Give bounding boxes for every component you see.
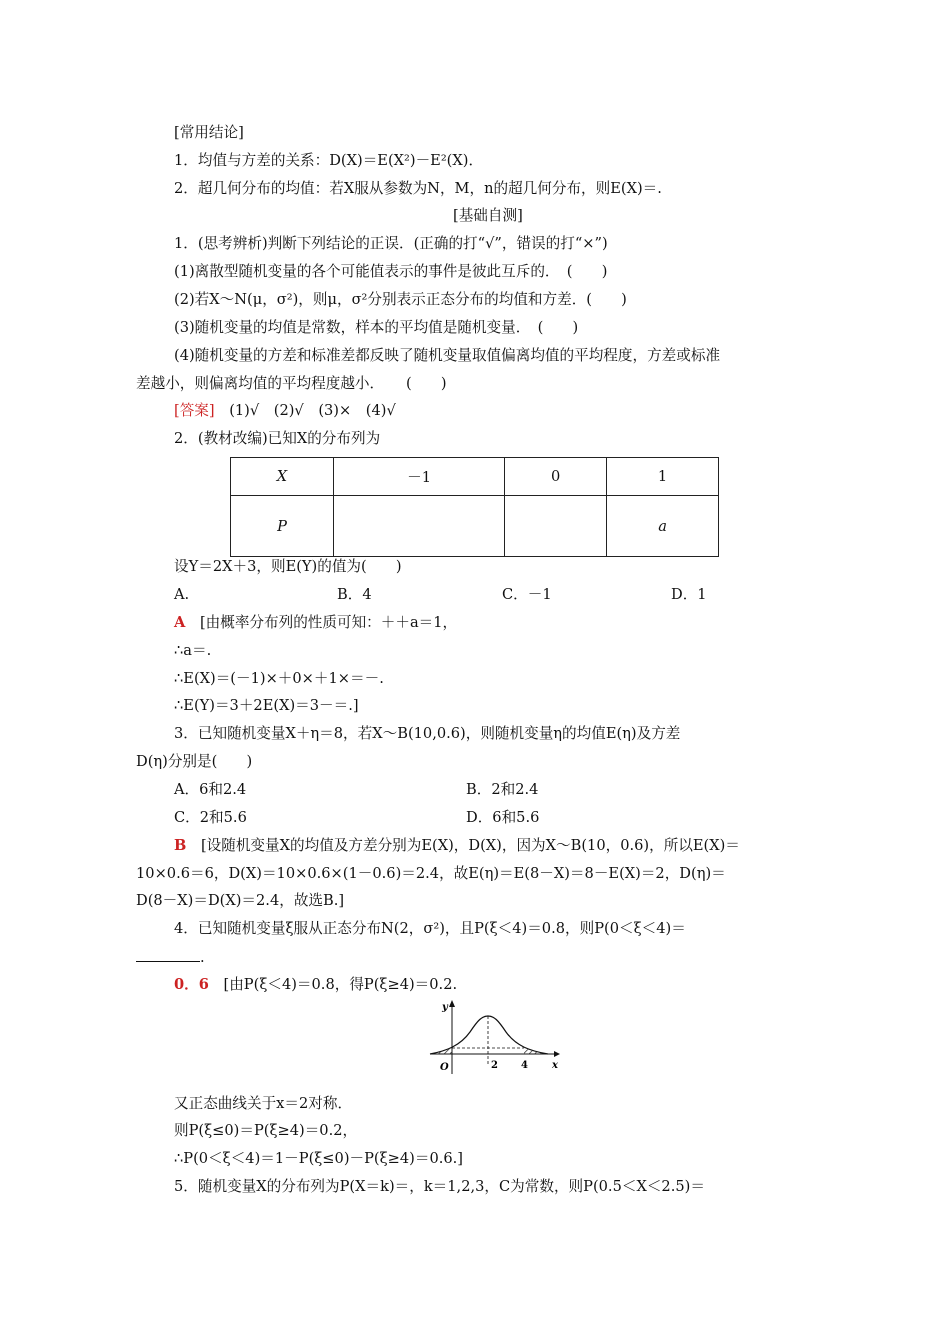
table-header-cell: X bbox=[231, 458, 334, 496]
solution-3-cont-2: D(8－X)＝D(X)＝2.4，故选B.] bbox=[136, 892, 345, 909]
table-row bbox=[231, 496, 719, 557]
answer-value: 0．6 bbox=[174, 976, 209, 993]
option-b: B．2和2.4 bbox=[466, 781, 539, 798]
table-header-cell: 1 bbox=[607, 458, 719, 496]
solution-4-step-1: 又正态曲线关于x＝2对称． bbox=[174, 1095, 353, 1112]
section-self-test: [基础自测] bbox=[453, 207, 523, 224]
question-1-item-1: (1)离散型随机变量的各个可能值表示的事件是彼此互斥的． ( ) bbox=[174, 263, 608, 280]
table-header-cell: －1 bbox=[333, 458, 504, 496]
solution-2-step-3: ∴E(Y)＝3＋2E(X)＝3－＝.] bbox=[174, 697, 359, 714]
y-label: y bbox=[442, 1002, 448, 1013]
table-cell bbox=[333, 496, 504, 557]
answer-blank bbox=[136, 947, 200, 962]
answer-1 bbox=[174, 401, 396, 421]
x-axis-arrow bbox=[554, 1051, 560, 1057]
solution-3-cont: 10×0.6＝6，D(X)＝10×0.6×(1－0.6)＝2.4，故E(η)＝E(8－X)＝8－E(X)＝2，D(η)＝ bbox=[136, 865, 726, 882]
tick-4: 4 bbox=[521, 1060, 528, 1071]
question-1: 1．(思考辨析)判断下列结论的正误．(正确的打“√”，错误的打“×”) bbox=[174, 235, 608, 252]
question-5: 5．随机变量X的分布列为P(X＝k)＝，k＝1,2,3，C为常数，则P(0.5＜X＜2.5)＝ bbox=[174, 1178, 705, 1195]
option-c: C．－1 bbox=[502, 586, 552, 603]
question-2-stem: 设Y＝2X＋3，则E(Y)的值为( ) bbox=[174, 558, 402, 575]
option-b: B．4 bbox=[337, 586, 372, 603]
option-d: D．1 bbox=[671, 586, 707, 603]
solution-2-step-2: ∴E(X)＝(－1)×＋0×＋1×＝－. bbox=[174, 670, 384, 687]
table-cell: P bbox=[231, 496, 334, 557]
answer-letter: A bbox=[174, 614, 186, 631]
solution-3-text: [设随机变量X的均值及方差分别为E(X)，D(X)，因为X～B(10，0.6)，所以E(X)＝ bbox=[200, 837, 740, 854]
question-3: 3．已知随机变量X＋η＝8，若X～B(10,0.6)，则随机变量η的均值E(η)及方差 bbox=[174, 725, 681, 742]
answer-1-text: (1)√ (2)√ (3)× (4)√ bbox=[229, 402, 396, 419]
solution-4 bbox=[174, 975, 457, 995]
option-d: D．6和5.6 bbox=[466, 809, 540, 826]
conclusion-1: 1．均值与方差的关系：D(X)＝E(X²)－E²(X)． bbox=[174, 152, 484, 169]
table-row bbox=[231, 458, 719, 496]
table-cell: a bbox=[607, 496, 719, 557]
solution-2-text: [由概率分布列的性质可知：＋＋a＝1， bbox=[199, 614, 458, 631]
option-c: C．2和5.6 bbox=[174, 809, 247, 826]
answer-letter: B bbox=[174, 837, 187, 854]
solution-2 bbox=[174, 613, 457, 633]
question-1-item-4-cont: 差越小，则偏离均值的平均程度越小． ( ) bbox=[136, 375, 447, 392]
solution-4-step-2: 则P(ξ≤0)＝P(ξ≥4)＝0.2， bbox=[174, 1122, 358, 1139]
normal-curve-figure bbox=[426, 998, 562, 1078]
solution-4-text: [由P(ξ＜4)＝0.8，得P(ξ≥4)＝0.2. bbox=[223, 976, 458, 993]
option-a: A．6和2.4 bbox=[174, 781, 247, 798]
table-header-cell: 0 bbox=[505, 458, 607, 496]
distribution-table bbox=[230, 457, 719, 557]
x-label: x bbox=[552, 1060, 558, 1071]
y-axis-arrow bbox=[449, 1000, 455, 1007]
option-a: A. bbox=[174, 586, 190, 603]
question-1-item-4: (4)随机变量的方差和标准差都反映了随机变量取值偏离均值的平均程度，方差或标准 bbox=[174, 347, 721, 364]
tick-2: 2 bbox=[491, 1060, 498, 1071]
table-cell bbox=[505, 496, 607, 557]
question-4: 4．已知随机变量ξ服从正态分布N(2，σ²)，且P(ξ＜4)＝0.8，则P(0＜ξ＜4)＝ bbox=[174, 920, 686, 937]
section-common-conclusions: [常用结论] bbox=[174, 124, 244, 141]
question-1-item-2: (2)若X～N(μ，σ²)，则μ，σ²分别表示正态分布的均值和方差．( ) bbox=[174, 291, 627, 308]
question-2: 2．(教材改编)已知X的分布列为 bbox=[174, 430, 381, 447]
question-4-blank: . bbox=[136, 947, 205, 968]
question-3-cont: D(η)分别是( ) bbox=[136, 753, 253, 770]
question-1-item-3: (3)随机变量的均值是常数，样本的平均值是随机变量． ( ) bbox=[174, 319, 579, 336]
origin-label: O bbox=[440, 1062, 449, 1073]
answer-tag: [答案] bbox=[174, 402, 215, 419]
solution-4-step-3: ∴P(0＜ξ＜4)＝1－P(ξ≤0)－P(ξ≥4)＝0.6.] bbox=[174, 1150, 464, 1167]
solution-2-step-1: ∴a＝. bbox=[174, 642, 212, 659]
solution-3 bbox=[174, 836, 740, 856]
conclusion-2: 2．超几何分布的均值：若X服从参数为N，M，n的超几何分布，则E(X)＝. bbox=[174, 180, 662, 197]
